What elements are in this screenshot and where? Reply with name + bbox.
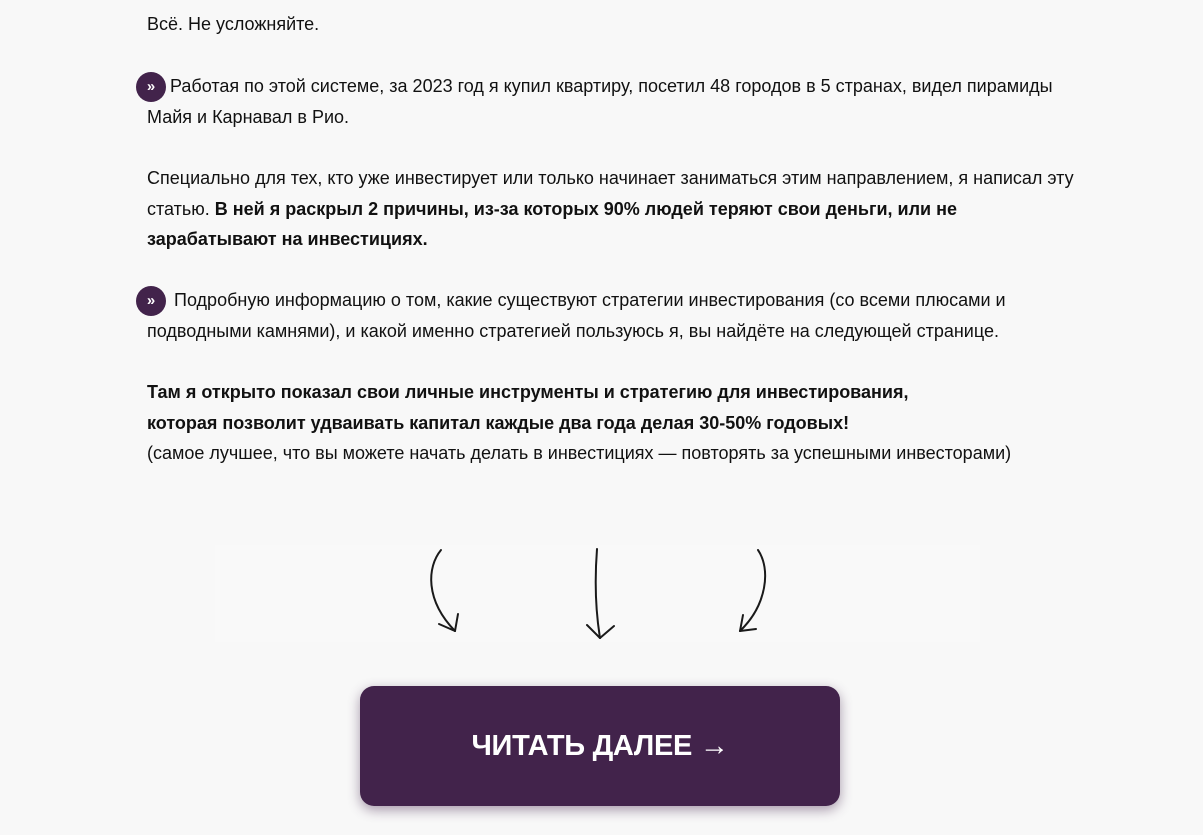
arrow-right-icon — [740, 550, 765, 631]
paragraph-article-intro: Специально для тех, кто уже инвестирует или только начинает заниматься этим направлением, я написал эту статью. В ней я раскрыл 2 причины, из-за которых 90% людей теряют свои деньги, или не зарабатывают на инвестициях. — [147, 168, 1074, 249]
hand-drawn-arrows — [215, 545, 980, 642]
read-more-button[interactable]: ЧИТАТЬ ДАЛЕЕ → — [360, 686, 840, 806]
highlight-reasons: В ней я раскрыл 2 причины, из-за которых 90% людей теряют свои деньги, или не зарабатывают на инвестициях. — [147, 198, 957, 249]
arrow-center-icon — [596, 549, 600, 638]
down-arrows-icon — [215, 545, 980, 642]
paragraph-simplify: Всё. Не усложняйте. — [147, 14, 320, 34]
bullet-icon: » — [136, 286, 166, 316]
arrow-left-icon — [431, 550, 455, 631]
highlight-tools-line1: Там я открыто показал свои личные инструменты и стратегию для инвестирования, — [147, 382, 909, 402]
bullet-icon: » — [136, 72, 166, 102]
paragraph-strategies: » Подробную информацию о том, какие существуют стратегии инвестирования (со всеми плюсами и подводными камнями), и какой именно стратегией пользуюсь я, вы найдёте на следующей странице. — [147, 285, 1087, 346]
paragraph-results: » Работая по этой системе, за 2023 год я купил квартиру, посетил 48 городов в 5 странах, видел пирамиды Майя и Карнавал в Рио. — [147, 71, 1087, 132]
highlight-tools-line2: которая позволит удваивать капитал каждые два года делая 30-50% годовых! — [147, 412, 850, 433]
paragraph-tools — [147, 377, 1087, 469]
tools-note: (самое лучшее, что вы можете начать делать в инвестициях — повторять за успешными инвесторами) — [147, 443, 1012, 463]
